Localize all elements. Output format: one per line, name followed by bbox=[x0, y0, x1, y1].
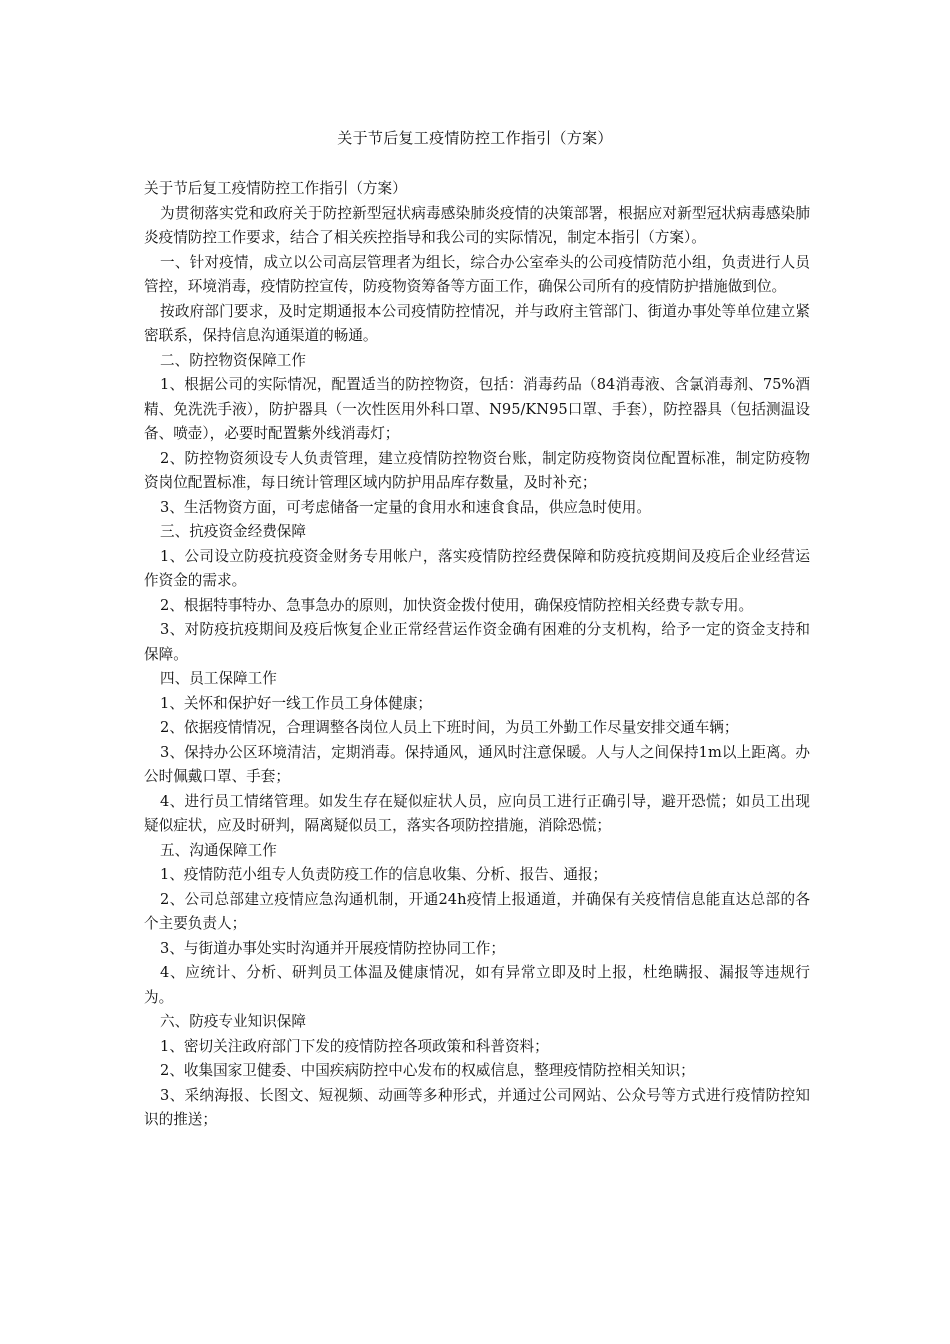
body-paragraph: 3、生活物资方面，可考虑储备一定量的食用水和速食食品，供应急时使用。 bbox=[160, 498, 651, 516]
document-heading-repeat: 关于节后复工疫情防控工作指引（方案） bbox=[144, 180, 407, 197]
body-paragraph: 3、采纳海报、长图文、短视频、动画等多种形式，并通过公司网站、公众号等方式进行疫情防控知识的推送； bbox=[144, 1086, 810, 1128]
body-paragraph: 3、保持办公区环境清洁，定期消毒。保持通风，通风时注意保暖。人与人之间保持1m以上距离。办公时佩戴口罩、手套； bbox=[144, 743, 810, 785]
body-paragraph: 3、与街道办事处实时沟通并开展疫情防控协同工作； bbox=[160, 939, 505, 957]
body-paragraph: 2、公司总部建立疫情应急沟通机制，开通24h疫情上报通道，并确保有关疫情信息能直达总部的各个主要负责人； bbox=[144, 890, 810, 932]
body-paragraph: 3、对防疫抗疫期间及疫后恢复企业正常经营运作资金确有困难的分支机构，给予一定的资金支持和保障。 bbox=[144, 621, 810, 663]
body-paragraph: 1、公司设立防疫抗疫资金财务专用帐户，落实疫情防控经费保障和防疫抗疫期间及疫后企业经营运作资金的需求。 bbox=[144, 547, 810, 589]
body-paragraph: 2、依据疫情情况，合理调整各岗位人员上下班时间，为员工外勤工作尽量安排交通车辆； bbox=[160, 719, 739, 736]
body-paragraph: 1、疫情防范小组专人负责防疫工作的信息收集、分析、报告、通报； bbox=[160, 866, 608, 883]
body-paragraph: 为贯彻落实党和政府关于防控新型冠状病毒感染肺炎疫情的决策部署，根据应对新型冠状病毒感染肺炎疫情防控工作要求，结合了相关疾控指导和我公司的实际情况，制定本指引（方案）。 bbox=[144, 204, 810, 246]
body-paragraph: 二、防控物资保障工作 bbox=[160, 351, 306, 369]
document-title: 关于节后复工疫情防控工作指引（方案） bbox=[337, 129, 613, 147]
body-paragraph: 五、沟通保障工作 bbox=[160, 841, 277, 859]
body-paragraph: 4、应统计、分析、研判员工体温及健康情况，如有异常立即及时上报，杜绝瞒报、漏报等违规行为。 bbox=[144, 964, 810, 1006]
body-paragraph: 1、关怀和保护好一线工作员工身体健康； bbox=[160, 694, 433, 712]
body-paragraph: 一、针对疫情，成立以公司高层管理者为组长，综合办公室牵头的公司疫情防范小组，负责进行人员管控，环境消毒，疫情防控宣传，防疫物资筹备等方面工作，确保公司所有的疫情防护措施做到位。 bbox=[144, 253, 810, 295]
body-paragraph: 2、收集国家卫健委、中国疾病防控中心发布的权威信息，整理疫情防控相关知识； bbox=[160, 1062, 695, 1079]
body-paragraph: 1、根据公司的实际情况，配置适当的防控物资，包括：消毒药品（84消毒液、含氯消毒剂、75%酒精、免洗洗手液），防护器具（一次性医用外科口罩、N95/KN95口罩、手套），防控器具（包括测温设备、喷壶），必要时配置紫外线消毒灯； bbox=[144, 376, 810, 442]
body-paragraph: 2、根据特事特办、急事急办的原则，加快资金拨付使用，确保疫情防控相关经费专款专用。 bbox=[160, 596, 754, 614]
body-paragraph: 4、进行员工情绪管理。如发生存在疑似症状人员，应向员工进行正确引导，避开恐慌；如员工出现疑似症状，应及时研判，隔离疑似员工，落实各项防控措施，消除恐慌； bbox=[144, 792, 810, 834]
body-paragraph: 按政府部门要求，及时定期通报本公司疫情防控情况，并与政府主管部门、街道办事处等单位建立紧密联系，保持信息沟通渠道的畅通。 bbox=[144, 302, 810, 344]
body-paragraph: 1、密切关注政府部门下发的疫情防控各项政策和科普资料； bbox=[160, 1037, 549, 1055]
body-paragraph: 2、防控物资须设专人负责管理，建立疫情防控物资台账，制定防疫物资岗位配置标准，制定防疫物资岗位配置标准，每日统计管理区域内防护用品库存数量，及时补充； bbox=[144, 449, 810, 491]
body-paragraph: 六、防疫专业知识保障 bbox=[160, 1013, 306, 1030]
body-paragraph: 三、抗疫资金经费保障 bbox=[160, 523, 306, 540]
body-paragraph: 四、员工保障工作 bbox=[160, 670, 277, 687]
document-body bbox=[144, 177, 810, 1133]
